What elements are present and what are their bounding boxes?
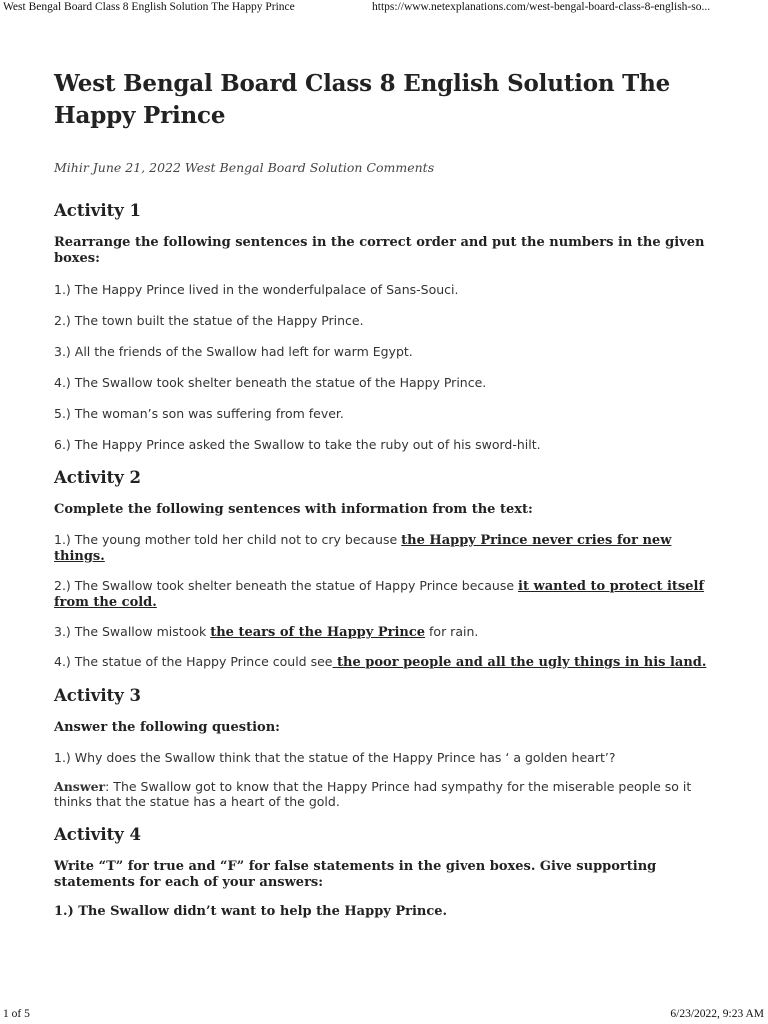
activity-1-item: 3.) All the friends of the Swallow had left for warm Egypt. xyxy=(54,344,413,359)
activity-2-item xyxy=(54,624,714,640)
print-header xyxy=(0,0,768,18)
activity-2-item-text: 2.) The Swallow took shelter beneath the statue of Happy Prince because xyxy=(54,578,519,593)
post-meta: Mihir June 21, 2022 West Bengal Board Solution Comments xyxy=(54,160,435,175)
activity-4-item: 1.) The Swallow didn’t want to help the Happy Prince. xyxy=(54,904,448,919)
activity-1-item: 6.) The Happy Prince asked the Swallow to take the ruby out of his sword-hilt. xyxy=(54,437,541,452)
activity-3-answer xyxy=(54,779,714,809)
article-content xyxy=(54,68,714,920)
activity-4-instruction: Write “T” for true and “F” for false statements in the given boxes. Give supporting statements for each of your answers: xyxy=(54,859,657,890)
print-datetime: 6/23/2022, 9:23 AM xyxy=(670,1008,764,1020)
activity-2-item xyxy=(54,654,714,670)
activity-4-heading: Activity 4 xyxy=(54,825,142,844)
activity-3-heading: Activity 3 xyxy=(54,686,142,705)
print-header-url[interactable]: https://www.netexplanations.com/west-bengal-board-class-8-english-so... xyxy=(372,1,711,13)
activity-1-heading: Activity 1 xyxy=(54,201,142,220)
activity-2-item-answer: the tears of the Happy Prince xyxy=(210,625,426,640)
activity-2-instruction: Complete the following sentences with information from the text: xyxy=(54,502,533,517)
activity-3-instruction: Answer the following question: xyxy=(54,720,280,735)
activity-2-item-text: 3.) The Swallow mistook xyxy=(54,624,211,639)
page-count: 1 of 5 xyxy=(3,1008,30,1020)
activity-2-item xyxy=(54,532,714,564)
print-footer xyxy=(0,1008,768,1024)
activity-1-item: 1.) The Happy Prince lived in the wonderfulpalace of Sans-Souci. xyxy=(54,282,459,297)
activity-1-item: 5.) The woman’s son was suffering from fever. xyxy=(54,406,344,421)
activity-1-item: 4.) The Swallow took shelter beneath the statue of the Happy Prince. xyxy=(54,375,487,390)
activity-2-item-answer: it wanted to protect itself from the cold. xyxy=(54,579,705,610)
answer-label: Answer xyxy=(54,779,106,794)
print-header-title: West Bengal Board Class 8 English Solution The Happy Prince xyxy=(3,1,295,13)
activity-2-item-answer: the Happy Prince never cries for new things. xyxy=(54,533,672,564)
activity-2-item-text: 4.) The statue of the Happy Prince could see xyxy=(54,654,333,669)
activity-2-item xyxy=(54,578,714,610)
activity-2-item-text: 1.) The young mother told her child not to cry because xyxy=(54,532,402,547)
answer-text: : The Swallow got to know that the Happy Prince had sympathy for the miserable people so it thinks that the statue has a heart of the gold. xyxy=(54,779,692,809)
activity-2-item-answer: the poor people and all the ugly things in his land. xyxy=(332,655,707,670)
activity-3-question: 1.) Why does the Swallow think that the statue of the Happy Prince has ‘ a golden heart’? xyxy=(54,750,616,765)
page-title: West Bengal Board Class 8 English Solution The Happy Prince xyxy=(54,70,671,129)
activity-2-item-after: for rain. xyxy=(425,624,479,639)
activity-1-instruction: Rearrange the following sentences in the correct order and put the numbers in the given boxes: xyxy=(54,235,705,266)
activity-2-heading: Activity 2 xyxy=(54,468,142,487)
activity-1-item: 2.) The town built the statue of the Happy Prince. xyxy=(54,313,364,328)
